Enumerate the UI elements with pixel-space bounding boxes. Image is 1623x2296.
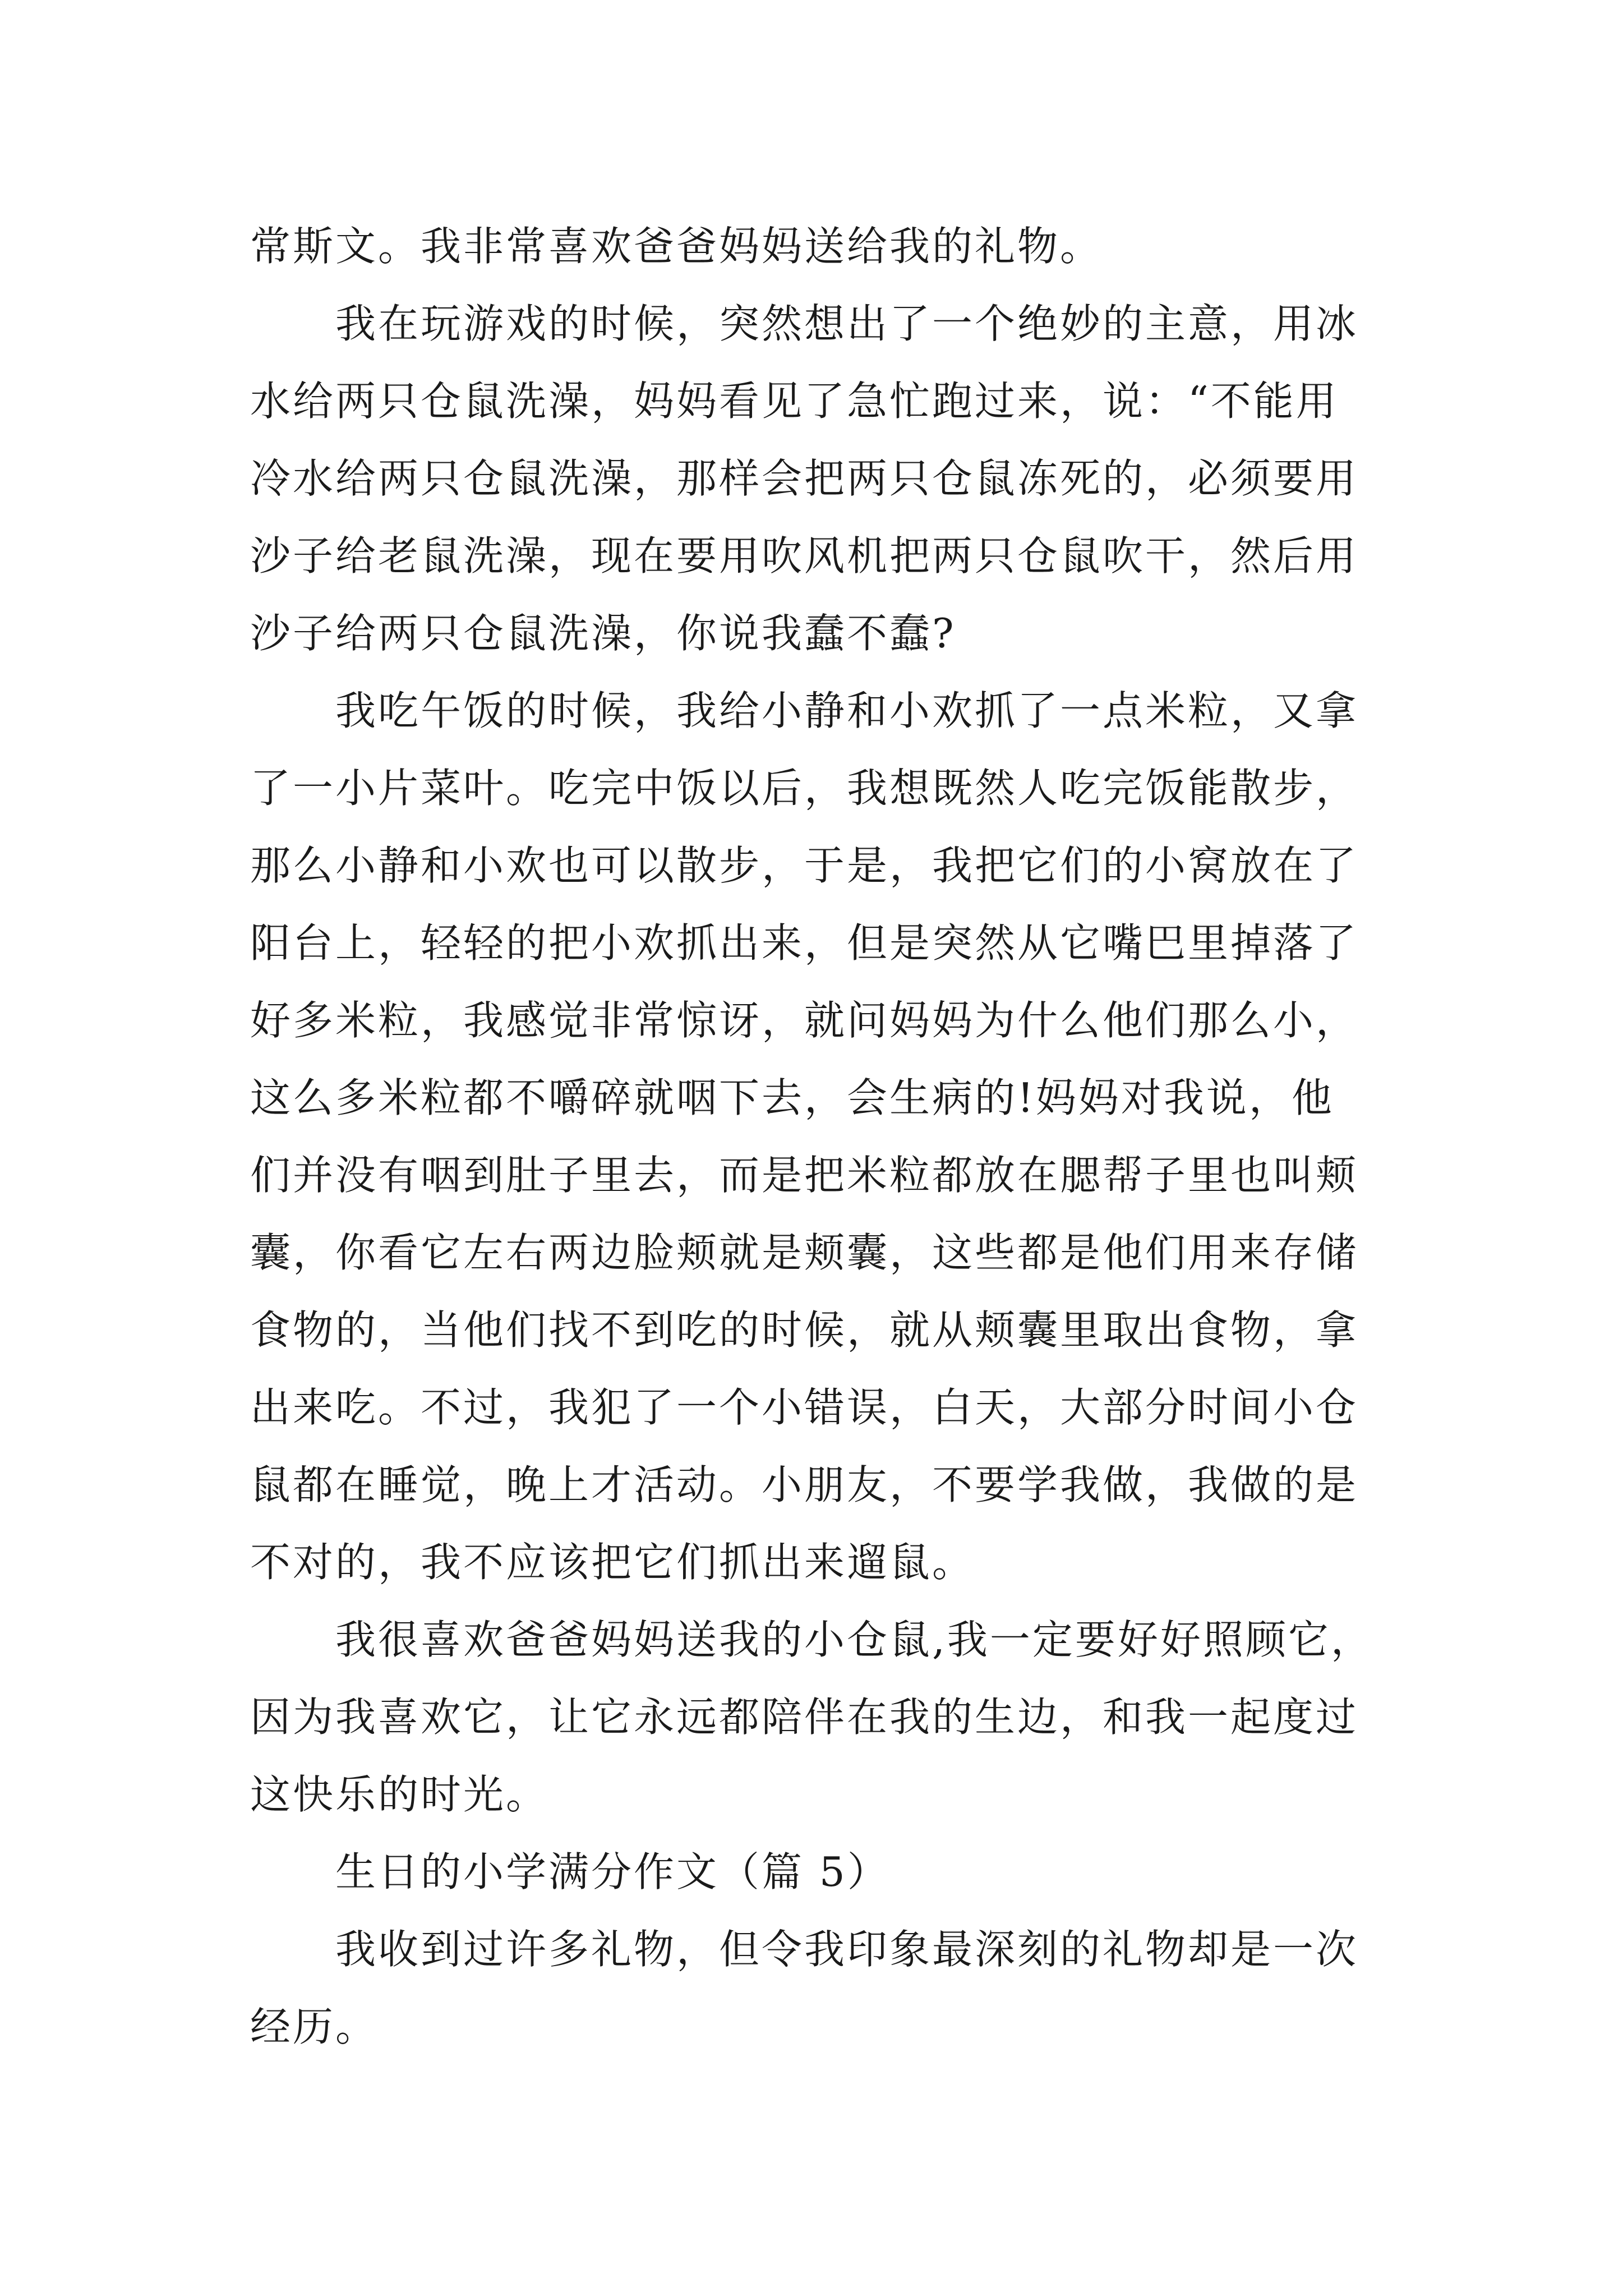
text-line: 经历。 [250, 2003, 379, 2050]
text-line: 那么小静和小欢也可以散步，于是，我把它们的小窝放在了 [250, 842, 1359, 889]
text-line: 这快乐的时光。 [250, 1771, 549, 1818]
text-line: 了一小片菜叶。吃完中饭以后，我想既然人吃完饭能散步， [250, 765, 1359, 812]
text-line: 食物的，当他们找不到吃的时候，就从颊囊里取出食物，拿 [250, 1306, 1359, 1354]
text-line: 冷水给两只仓鼠洗澡，那样会把两只仓鼠冻死的，必须要用 [250, 455, 1359, 502]
text-line: 这么多米粒都不嚼碎就咽下去，会生病的!妈妈对我说，他 [250, 1074, 1334, 1121]
paragraph-start-line: 我很喜欢爸爸妈妈送我的小仓鼠,我一定要好好照顾它， [335, 1616, 1373, 1663]
paragraph-start-line: 我在玩游戏的时候，突然想出了一个绝妙的主意，用冰 [335, 300, 1359, 347]
text-line: 囊，你看它左右两边脸颊就是颊囊，这些都是他们用来存储 [250, 1229, 1359, 1276]
text-line: 好多米粒，我感觉非常惊讶，就问妈妈为什么他们那么小， [250, 997, 1359, 1044]
document-body [250, 208, 1394, 2065]
text-line: 沙子给老鼠洗澡，现在要用吹风机把两只仓鼠吹干，然后用 [250, 532, 1359, 579]
paragraph-start-line: 我吃午饭的时候，我给小静和小欢抓了一点米粒，又拿 [335, 687, 1359, 734]
text-line: 水给两只仓鼠洗澡，妈妈看见了急忙跑过来，说：“不能用 [250, 378, 1339, 425]
text-line: 因为我喜欢它，让它永远都陪伴在我的生边，和我一起度过 [250, 1694, 1359, 1741]
paragraph-start-line: 我收到过许多礼物，但令我印象最深刻的礼物却是一次 [335, 1926, 1359, 1973]
section-heading: 生日的小学满分作文（篇 5） [335, 1848, 890, 1895]
text-line: 沙子给两只仓鼠洗澡，你说我蠢不蠢? [250, 610, 956, 657]
text-line: 常斯文。我非常喜欢爸爸妈妈送给我的礼物。 [250, 223, 1103, 270]
text-line: 出来吃。不过，我犯了一个小错误，白天，大部分时间小仓 [250, 1384, 1359, 1431]
text-line: 鼠都在睡觉，晚上才活动。小朋友，不要学我做，我做的是 [250, 1461, 1359, 1508]
text-line: 阳台上，轻轻的把小欢抓出来，但是突然从它嘴巴里掉落了 [250, 919, 1359, 967]
text-line: 不对的，我不应该把它们抓出来遛鼠。 [250, 1539, 975, 1586]
text-line: 们并没有咽到肚子里去，而是把米粒都放在腮帮子里也叫颊 [250, 1152, 1359, 1199]
